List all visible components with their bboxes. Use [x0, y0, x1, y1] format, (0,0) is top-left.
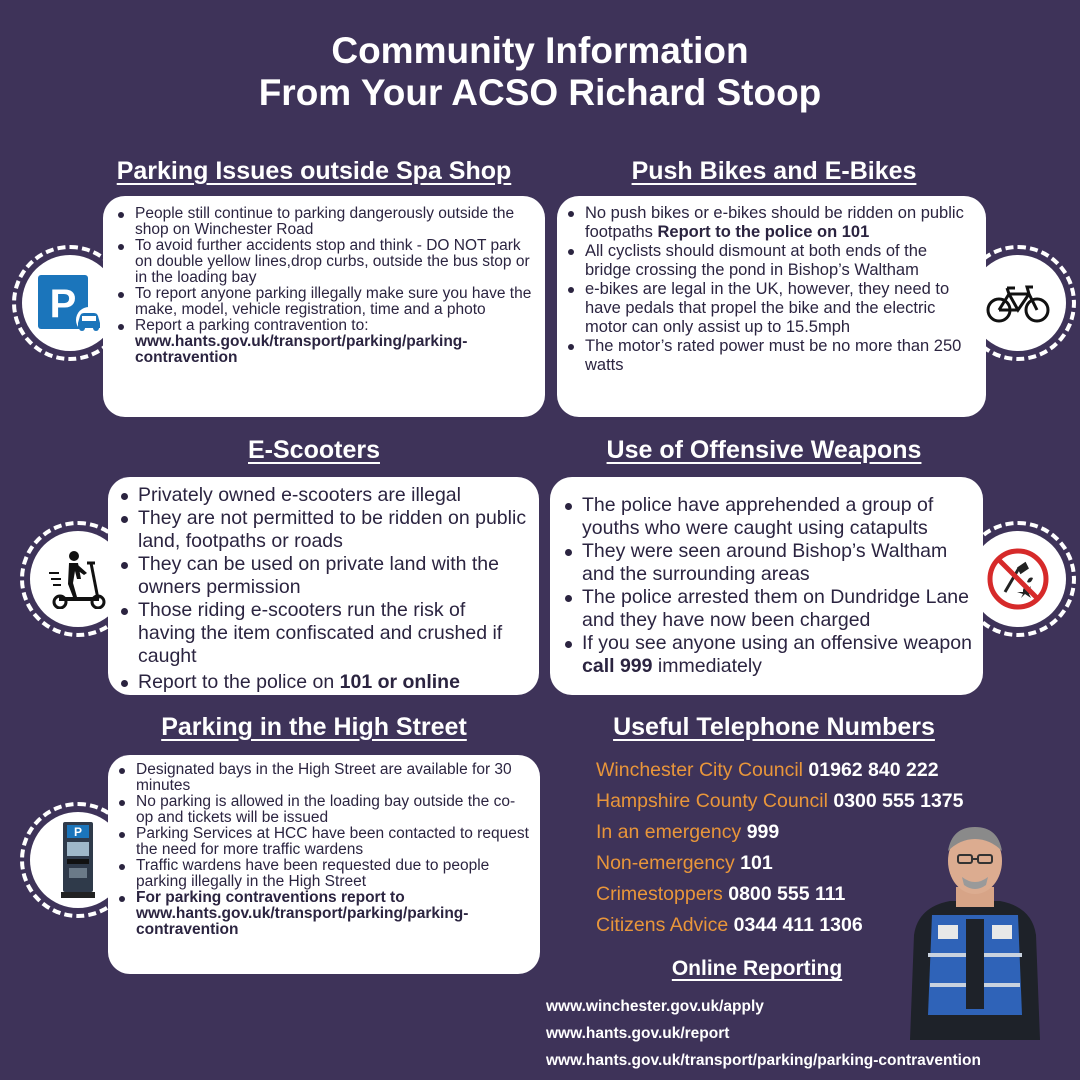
no-weapons-icon: [985, 546, 1051, 612]
list-item: No push bikes or e-bikes should be ridden on public footpaths Report to the police on 101: [585, 204, 976, 242]
phone-entry: In an emergency 999: [596, 821, 780, 843]
weapons-list: [554, 494, 973, 678]
phone-entry: Crimestoppers 0800 555 111: [596, 883, 846, 905]
list-item: The motor’s rated power must be no more than 250 watts: [585, 337, 976, 375]
section-heading-parking-spa: Parking Issues outside Spa Shop: [116, 157, 512, 185]
report-101-online: 101 or online: [339, 671, 460, 693]
section-heading-weapons: Use of Offensive Weapons: [606, 436, 922, 464]
weapons-box: [550, 477, 983, 695]
list-item: No parking is allowed in the loading bay outside the co-op and tickets will be issued: [136, 794, 530, 826]
high-street-contravention-link[interactable]: For parking contraventions report to www.hants.gov.uk/transport/parking/parking-contravention: [136, 889, 469, 938]
page-title: [0, 30, 1080, 114]
svg-text:P: P: [73, 825, 83, 839]
section-heading-online: Online Reporting: [671, 957, 843, 980]
section-heading-high-street: Parking in the High Street: [161, 713, 467, 741]
online-link[interactable]: www.hants.gov.uk/report: [546, 1025, 730, 1042]
list-item: They were seen around Bishop’s Waltham and the surrounding areas: [582, 540, 973, 586]
push-bikes-list: [557, 204, 976, 375]
high-street-list: [108, 762, 530, 938]
bicycle-icon: [985, 282, 1051, 324]
parking-spa-list: [107, 206, 533, 366]
list-item: e-bikes are legal in the UK, however, they need to have pedals that propel the bike and the electric motor can only assist up to 15.5mph: [585, 280, 976, 337]
parking-meter-icon: [61, 822, 95, 898]
title-line-2: From Your ACSO Richard Stoop: [258, 72, 822, 113]
list-item: [136, 890, 530, 938]
parking-contravention-link[interactable]: www.hants.gov.uk/transport/parking/parking-contravention: [135, 333, 468, 366]
title-line-1: Community Information: [331, 30, 749, 71]
call-999: call 999: [582, 655, 653, 677]
list-item: All cyclists should dismount at both ends of the bridge crossing the pond in Bishop’s Waltham: [585, 242, 976, 280]
list-item: The police have apprehended a group of youths who were caught using catapults: [582, 494, 973, 540]
list-item: To avoid further accidents stop and think - DO NOT park on double yellow lines,drop curbs, outside the bus stop or in the loading bay: [135, 238, 533, 286]
list-item: Traffic wardens have been requested due to people parking illegally in the High Street: [136, 858, 530, 890]
e-scooter-icon: [47, 549, 109, 609]
list-item: People still continue to parking dangerously outside the shop on Winchester Road: [135, 206, 533, 238]
report-text: Report a parking contravention to:: [135, 317, 369, 334]
list-item: [135, 318, 533, 366]
online-link[interactable]: www.hants.gov.uk/transport/parking/parking-contravention: [546, 1052, 981, 1069]
list-item: If you see anyone using an offensive weapon call 999 immediately: [582, 632, 972, 677]
list-item: Those riding e-scooters run the risk of having the item confiscated and crushed if caught: [138, 599, 527, 668]
parking-sign-icon: [36, 273, 104, 333]
list-item: Privately owned e-scooters are illegal: [138, 484, 527, 507]
phone-entry: Non-emergency 101: [596, 852, 773, 874]
svg-text:P: P: [49, 282, 77, 326]
escooters-list: [110, 484, 527, 694]
phone-entry: Winchester City Council 01962 840 222: [596, 759, 939, 781]
list-item: The police arrested them on Dundridge Lane and they have now been charged: [582, 586, 973, 632]
phone-entry: Hampshire County Council 0300 555 1375: [596, 790, 964, 812]
phone-entry: Citizens Advice 0344 411 1306: [596, 914, 863, 936]
list-item: Report to the police on 101 or online: [138, 671, 527, 694]
online-links: [546, 993, 981, 1074]
list-item: Parking Services at HCC have been contacted to request the need for more traffic wardens: [136, 825, 529, 858]
section-heading-escooters: E-Scooters: [248, 436, 380, 464]
list-item: Designated bays in the High Street are available for 30 minutes: [136, 762, 530, 794]
high-street-box: [108, 755, 540, 974]
section-heading-push-bikes: Push Bikes and E-Bikes: [631, 157, 917, 185]
list-item: They are not permitted to be ridden on public land, footpaths or roads: [138, 507, 527, 552]
section-heading-phones: Useful Telephone Numbers: [613, 713, 935, 741]
push-bikes-box: [557, 196, 986, 417]
online-link[interactable]: www.winchester.gov.uk/apply: [546, 998, 764, 1015]
parking-spa-box: [103, 196, 545, 417]
list-item: To report anyone parking illegally make sure you have the make, model, vehicle registration, time and a photo: [135, 285, 532, 318]
escooters-box: [108, 477, 539, 695]
list-item: They can be used on private land with the owners permission: [138, 553, 527, 599]
report-police-101: Report to the police on 101: [657, 223, 870, 241]
